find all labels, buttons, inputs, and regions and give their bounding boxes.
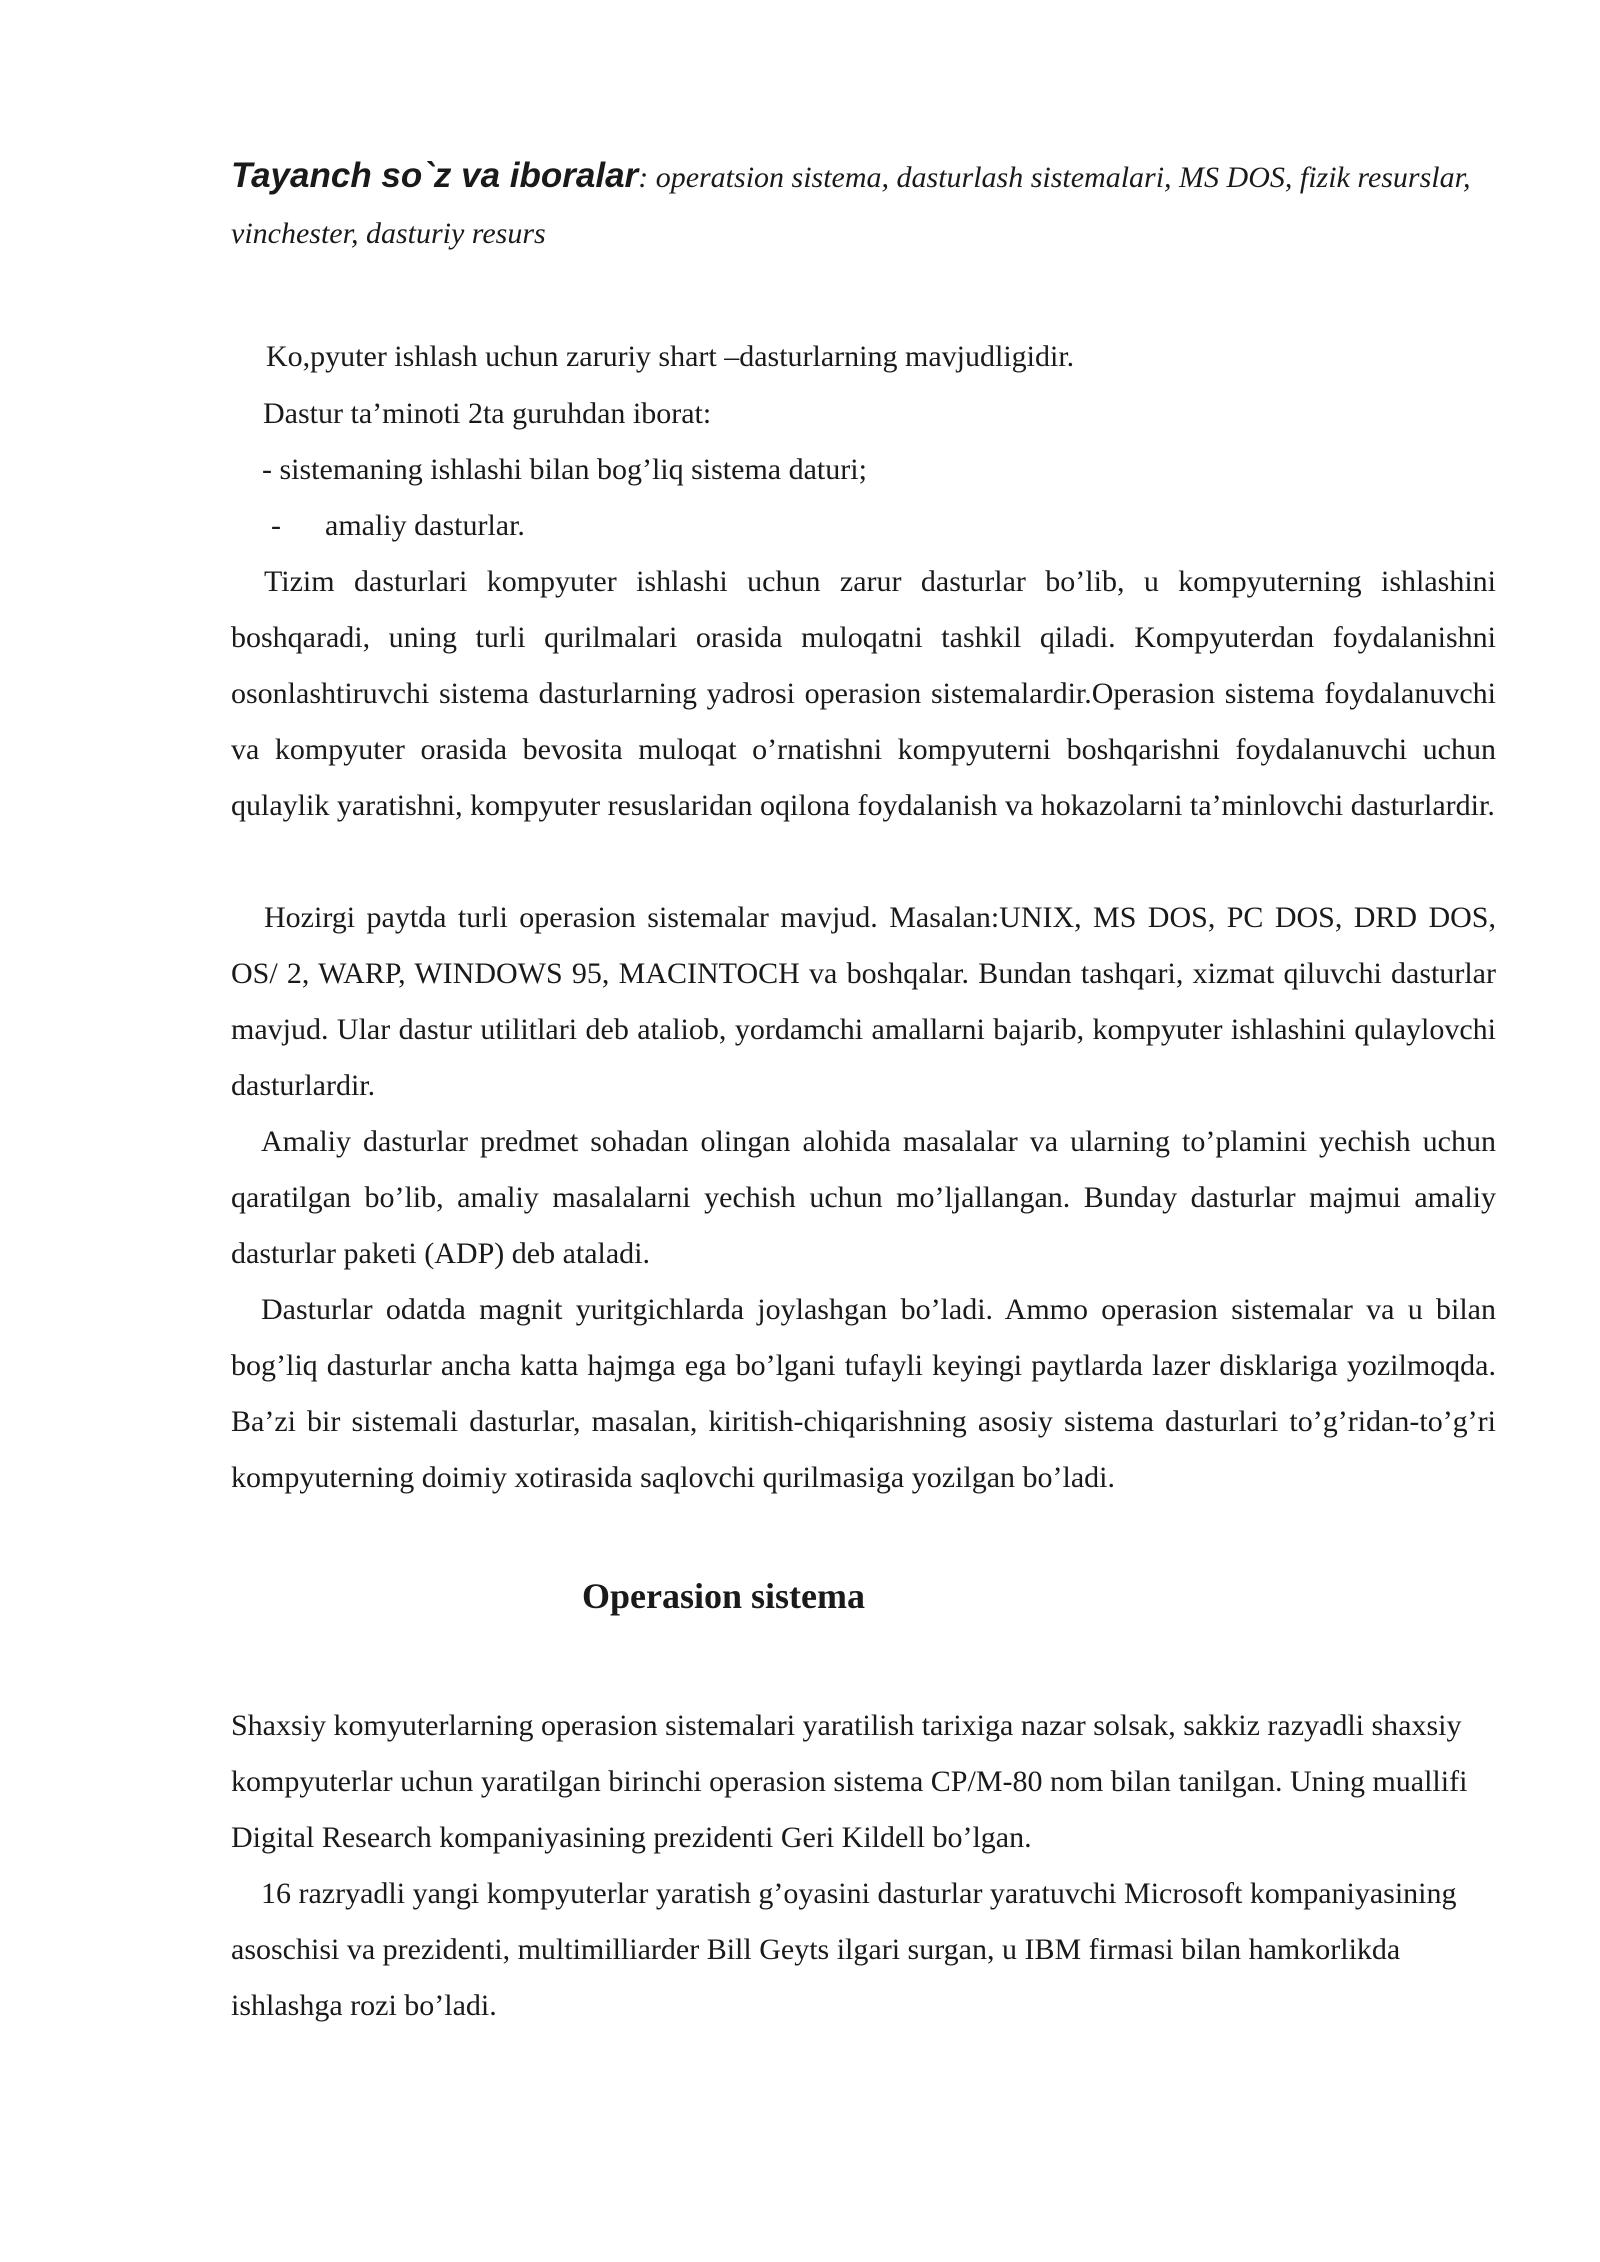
keywords-separator: : xyxy=(638,161,649,194)
keywords-block xyxy=(231,148,1496,262)
paragraph-history: Shaxsiy komyuterlarning operasion sistemalari yaratilish tarixiga nazar solsak, sakkiz razyadli shaxsiy kompyuterlar uchun yaratilgan birinchi operasion sistema CP/M-80 nom bilan tanilgan. Uning muallifi Digital Research kompaniyasining prezidenti Geri Kildell bo’lgan. xyxy=(231,1709,1468,1854)
paragraph-operating-systems: Hozirgi paytda turli operasion sistemalar mavjud. Masalan:UNIX, MS DOS, PC DOS, DRD DOS, OS/ 2, WARP, WINDOWS 95, MACINTOCH va boshqalar. Bundan tashqari, xizmat qiluvchi dasturlar mavjud. Ular dastur utilitlari deb ataliob, yordamchi amallarni bajarib, kompyuter ishlashini qulaylovchi dasturlardir. xyxy=(231,901,1496,1102)
paragraph-application-software: Amaliy dasturlar predmet sohadan olingan alohida masalalar va ularning to’plamini yechish uchun qaratilgan bo’lib, amaliy masalalarni yechish uchun mo’ljallangan. Bunday dasturlar majmui amaliy dasturlar paketi (ADP) deb ataladi. xyxy=(231,1125,1496,1270)
list-dash: - xyxy=(271,509,281,542)
paragraph-16-bit: 16 razryadli yangi kompyuterlar yaratish g’oyasini dasturlar yaratuvchi Microsoft kompaniyasining asoschisi va prezidenti, multimilliarder Bill Geyts ilgari surgan, u IBM firmasi bilan hamkorlikda ishlashga rozi bo’ladi. xyxy=(231,1877,1457,2022)
paragraph-system-software: Tizim dasturlari kompyuter ishlashi uchun zarur dasturlar bo’lib, u kompyuterning ishlashini boshqaradi, uning turli qurilmalari orasida muloqatni tashkil qiladi. Kompyuterdan foydalanishni osonlashtiruvchi sistema dasturlarning yadrosi operasion sistemalardir.Operasion sistema foydalanuvchi va kompyuter orasida bevosita muloqat o’rnatishni kompyuterni boshqarishni foydalanuvchi uchun qulaylik yaratishni, kompyuter resuslaridan oqilona foydalanish va hokazolarni ta’minlovchi dasturlardir. xyxy=(231,565,1496,822)
keywords-text: operatsion sistema, dasturlash sistemalari, MS DOS, fizik resurslar, vinchester, dasturiy resurs xyxy=(231,161,1471,250)
keywords-title: Tayanch so`z va iboralar xyxy=(231,156,639,195)
paragraph-storage: Dasturlar odatda magnit yuritgichlarda joylashgan bo’ladi. Ammo operasion sistemalar va u bilan bog’liq dasturlar ancha katta hajmga ega bo’lgani tufayli keyingi paytlarda lazer disklariga yozilmoqda. Ba’zi bir sistemali dasturlar, masalan, kiritish-chiqarishning asosiy sistema dasturlari to’g’ridan-to’g’ri kompyuterning doimiy xotirasida saqlovchi qurilmasiga yozilgan bo’ladi. xyxy=(231,1293,1496,1494)
intro-line-2: Dastur ta’minoti 2ta guruhdan iborat: xyxy=(263,397,712,430)
intro-line-1: Ko,pyuter ishlash uchun zaruriy shart –dasturlarning mavjudligidir. xyxy=(266,340,1075,373)
section-heading: Operasion sistema xyxy=(582,1576,865,1616)
intro-list-item-1: - sistemaning ishlashi bilan bog’liq sistema daturi; xyxy=(262,453,867,486)
intro-list-item-2 xyxy=(271,498,1536,554)
list-item-text: amaliy dasturlar. xyxy=(325,509,525,542)
